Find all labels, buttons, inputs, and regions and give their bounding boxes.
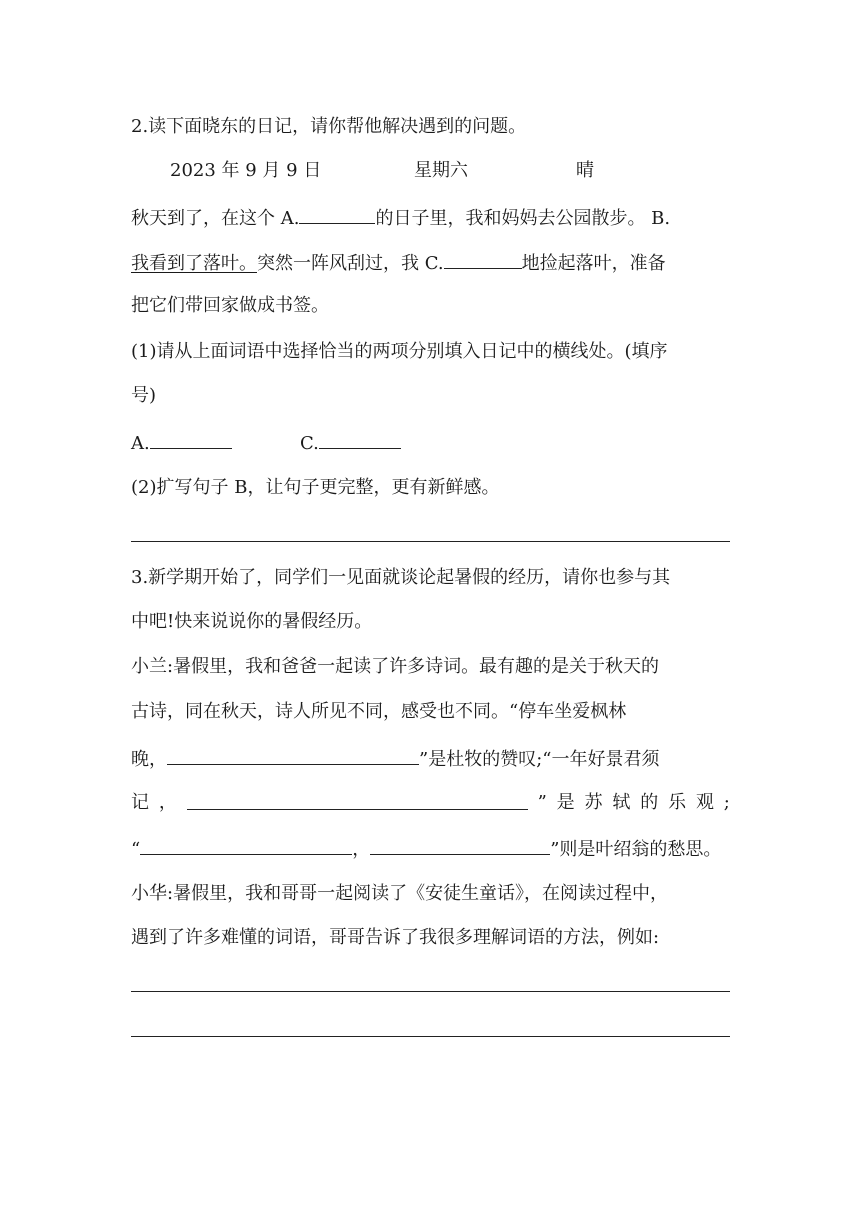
- char: ;: [723, 792, 730, 813]
- poem-text: ”则是叶绍翁的愁思。: [550, 839, 722, 860]
- poem-blank-3[interactable]: [140, 836, 352, 855]
- poem-blank-1[interactable]: [167, 746, 419, 765]
- char: 的: [640, 792, 659, 813]
- xiaolan-line3: [131, 746, 659, 772]
- char: 记: [131, 792, 149, 813]
- poem-text: 晚，: [131, 749, 167, 770]
- q3-line1: 3.新学期开始了，同学们一见面就谈论起暑假的经历，请你也参与其: [131, 567, 671, 588]
- answer-a-label: A.: [131, 433, 150, 454]
- answer-a-row: [131, 430, 232, 456]
- diary-weather: 晴: [576, 160, 594, 181]
- blank-c[interactable]: [444, 250, 522, 269]
- diary-line-3: 把它们带回家做成书签。: [131, 295, 329, 316]
- poem-blank-2[interactable]: [187, 791, 528, 810]
- char: 观: [695, 792, 714, 813]
- poem-text: ，: [352, 839, 371, 860]
- q2-title: 2.读下面晓东的日记，请你帮他解决遇到的问题。: [131, 116, 527, 137]
- poem-blank-4[interactable]: [370, 836, 550, 855]
- poem-text: “: [131, 839, 141, 860]
- diary-date: 2023 年 9 月 9 日: [170, 160, 322, 181]
- diary-text: 突然一阵风刮过，我 C.: [257, 253, 444, 274]
- diary-text: 的日子里，我和妈妈去公园散步。 B.: [375, 208, 671, 229]
- answer-line-b[interactable]: [131, 541, 730, 542]
- answer-c-row: [300, 430, 401, 456]
- xiaohua-line1: 小华:暑假里，我和哥哥一起阅读了《安徒生童话》，在阅读过程中，: [131, 883, 669, 904]
- diary-line-2: [131, 250, 666, 276]
- xiaolan-line4: [131, 791, 730, 815]
- answer-c-label: C.: [300, 433, 319, 454]
- poem-text: ”是杜牧的赞叹;“一年好景君须: [419, 749, 660, 770]
- xiaolan-line1: 小兰:暑假里，我和爸爸一起读了许多诗词。最有趣的是关于秋天的: [131, 656, 660, 677]
- char: 苏: [584, 792, 603, 813]
- sentence-b: 我看到了落叶。: [131, 253, 257, 274]
- char: 乐: [668, 792, 687, 813]
- answer-line-1[interactable]: [131, 991, 730, 992]
- answer-a-blank[interactable]: [150, 430, 232, 449]
- diary-weekday: 星期六: [414, 160, 468, 181]
- answer-c-blank[interactable]: [319, 430, 401, 449]
- char: ，: [158, 792, 177, 813]
- diary-text: 地捡起落叶，准备: [521, 253, 666, 274]
- q2-sub1-line1: (1)请从上面词语中选择恰当的两项分别填入日记中的横线处。(填序: [131, 341, 668, 362]
- diary-text: 秋天到了，在这个 A.: [131, 208, 300, 229]
- xiaolan-line5: [131, 836, 721, 862]
- xiaolan-line2: 古诗，同在秋天，诗人所见不同，感受也不同。“停车坐爱枫林: [131, 701, 627, 722]
- char: 轼: [612, 792, 631, 813]
- q2-sub2: (2)扩写句子 B，让句子更完整，更有新鲜感。: [131, 477, 500, 498]
- xiaohua-line2: 遇到了许多难懂的词语，哥哥告诉了我很多理解词语的方法，例如:: [131, 927, 660, 948]
- answer-line-2[interactable]: [131, 1036, 730, 1037]
- char: ”: [537, 792, 547, 813]
- q2-sub1-line2: 号): [131, 385, 157, 406]
- q3-line2: 中吧!快来说说你的暑假经历。: [131, 611, 373, 632]
- blank-a[interactable]: [299, 205, 375, 224]
- char: 是: [556, 792, 575, 813]
- diary-line-1: [131, 205, 670, 231]
